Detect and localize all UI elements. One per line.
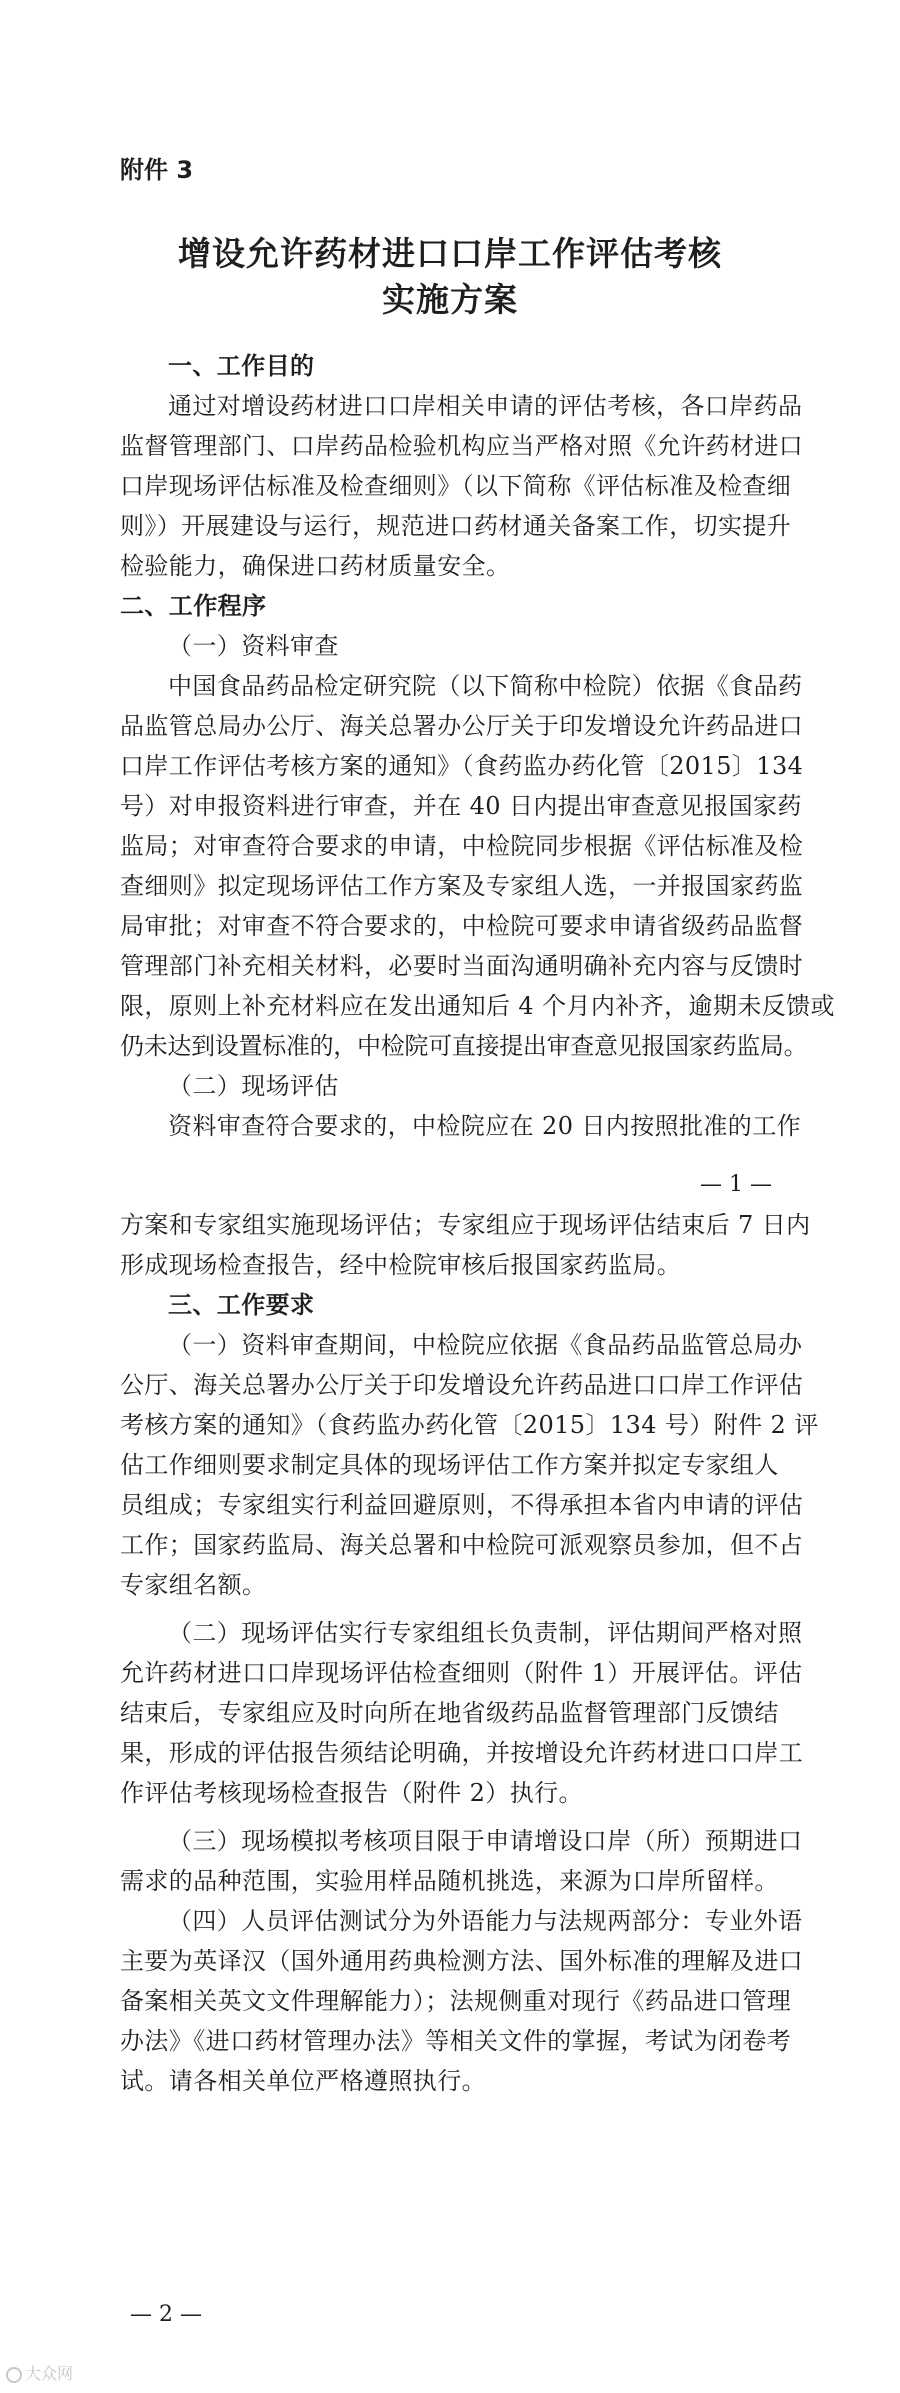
paragraph-line: 员组成；专家组实行利益回避原则，不得承担本省内申请的评估 — [120, 1491, 804, 1519]
paragraph-line: （四）人员评估测试分为外语能力与法规两部分：专业外语 — [168, 1907, 803, 1935]
paragraph-line: 口岸现场评估标准及检查细则》（以下简称《评估标准及检查细 — [120, 472, 792, 500]
watermark-text: 大众网 — [25, 2364, 74, 2383]
watermark-logo-icon — [6, 2367, 22, 2383]
paragraph-line: 公厅、海关总署办公厅关于印发增设允许药品进口口岸工作评估 — [120, 1371, 804, 1399]
section-3-heading: 三、工作要求 — [168, 1291, 315, 1319]
paragraph-line: 试。请各相关单位严格遵照执行。 — [120, 2067, 486, 2095]
paragraph-line: 仍未达到设置标准的，中检院可直接提出审查意见报国家药监局。 — [120, 1032, 808, 1060]
paragraph-line: （二）现场评估实行专家组组长负责制，评估期间严格对照 — [168, 1619, 803, 1647]
document-title-line-2: 实施方案 — [382, 280, 518, 319]
attachment-label: 附件 3 — [120, 156, 194, 184]
paragraph-line: 监局；对审查符合要求的申请，中检院同步根据《评估标准及检 — [120, 832, 804, 860]
paragraph-line: 工作；国家药监局、海关总署和中检院可派观察员参加，但不占 — [120, 1531, 804, 1559]
paragraph-line: 需求的品种范围，实验用样品随机挑选，来源为口岸所留样。 — [120, 1867, 779, 1895]
paragraph-line: 结束后，专家组应及时向所在地省级药品监督管理部门反馈结 — [120, 1699, 779, 1727]
watermark — [6, 2361, 73, 2384]
paragraph-line: 局审批；对审查不符合要求的，中检院可要求申请省级药品监督 — [120, 912, 804, 940]
subsection-heading: （二）现场评估 — [168, 1072, 339, 1100]
paragraph-line: 方案和专家组实施现场评估；专家组应于现场评估结束后 7 日内 — [120, 1211, 811, 1239]
page-number: — 1 — — [700, 1172, 772, 1197]
page-number: — 2 — — [130, 2302, 202, 2327]
paragraph-line: 办法》《进口药材管理办法》等相关文件的掌握，考试为闭卷考 — [120, 2027, 792, 2055]
paragraph-line: 主要为英译汉（国外通用药典检测方法、国外标准的理解及进口 — [120, 1947, 804, 1975]
section-2-heading: 二、工作程序 — [120, 592, 267, 620]
paragraph-line: 限，原则上补充材料应在发出通知后 4 个月内补齐，逾期未反馈或 — [120, 992, 835, 1020]
paragraph-line: 查细则》拟定现场评估工作方案及专家组人选，一并报国家药监 — [120, 872, 804, 900]
paragraph-line: 则》）开展建设与运行，规范进口药材通关备案工作，切实提升 — [120, 512, 792, 540]
document-title-line-1: 增设允许药材进口口岸工作评估考核 — [178, 234, 722, 273]
paragraph-line: 口岸工作评估考核方案的通知》（食药监办药化管〔2015〕134 — [120, 752, 804, 780]
paragraph-line: 作评估考核现场检查报告（附件 2）执行。 — [120, 1779, 583, 1807]
subsection-heading: （一）资料审查 — [168, 632, 339, 660]
paragraph-line: 品监管总局办公厅、海关总署办公厅关于印发增设允许药品进口 — [120, 712, 804, 740]
paragraph-line: 估工作细则要求制定具体的现场评估工作方案并拟定专家组人 — [120, 1451, 779, 1479]
paragraph-line: 监督管理部门、口岸药品检验机构应当严格对照《允许药材进口 — [120, 432, 804, 460]
paragraph-line: （三）现场模拟考核项目限于申请增设口岸（所）预期进口 — [168, 1827, 803, 1855]
document-page-2 — [0, 1190, 900, 2393]
paragraph-line: 检验能力，确保进口药材质量安全。 — [120, 552, 511, 580]
paragraph-line: 形成现场检查报告，经中检院审核后报国家药监局。 — [120, 1251, 682, 1279]
paragraph-line: 专家组名额。 — [120, 1571, 267, 1599]
paragraph-line: 号）对申报资料进行审查，并在 40 日内提出审查意见报国家药 — [120, 792, 802, 820]
paragraph-line: 中国食品药品检定研究院（以下简称中检院）依据《食品药 — [168, 672, 803, 700]
paragraph-line: 通过对增设药材进口口岸相关申请的评估考核，各口岸药品 — [168, 392, 803, 420]
paragraph-line: 允许药材进口口岸现场评估检查细则（附件 1）开展评估。评估 — [120, 1659, 803, 1687]
section-1-heading: 一、工作目的 — [168, 352, 315, 380]
paragraph-line: （一）资料审查期间，中检院应依据《食品药品监管总局办 — [168, 1331, 803, 1359]
paragraph-line: 资料审查符合要求的，中检院应在 20 日内按照批准的工作 — [168, 1112, 801, 1140]
paragraph-line: 管理部门补充相关材料，必要时当面沟通明确补充内容与反馈时 — [120, 952, 804, 980]
paragraph-line: 考核方案的通知》（食药监办药化管〔2015〕134 号）附件 2 评 — [120, 1411, 819, 1439]
paragraph-line: 备案相关英文文件理解能力）；法规侧重对现行《药品进口管理 — [120, 1987, 792, 2015]
paragraph-line: 果，形成的评估报告须结论明确，并按增设允许药材进口口岸工 — [120, 1739, 804, 1767]
